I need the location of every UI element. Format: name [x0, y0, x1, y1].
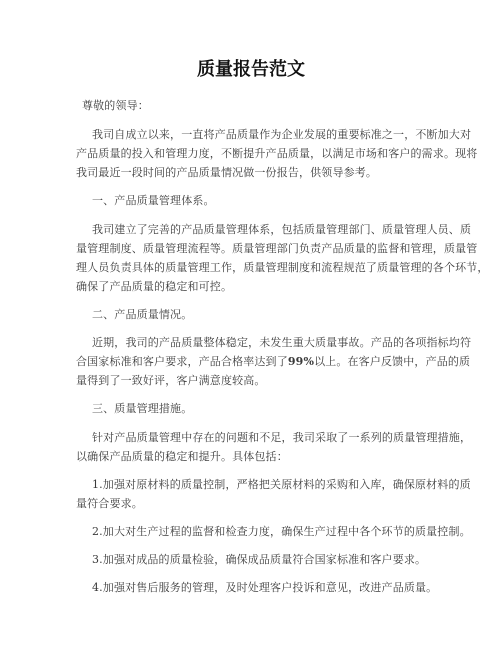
- section-heading: 三、质量管理措施。: [92, 402, 193, 415]
- list-item-continuation: 量符合要求。: [76, 497, 143, 510]
- section-2-line: 量得到了一致好评，客户满意度较高。: [76, 374, 266, 387]
- section-2-line: [76, 355, 470, 369]
- section-heading: 二、产品质量情况。: [92, 308, 193, 321]
- list-item: 2.加大对生产过程的监督和检查力度，确保生产过程中各个环节的质量控制。: [92, 525, 471, 538]
- pass-rate-value: 99%: [287, 355, 315, 368]
- intro-line: 产品质量的投入和管理力度，不断提升产品质量，以满足市场和客户的需求。现将: [76, 147, 478, 160]
- section-2-line: 近期，我司的产品质量整体稳定，未发生重大质量事故。产品的各项指标均符: [92, 336, 472, 349]
- section-3-line: 针对产品质量管理中存在的问题和不足，我司采取了一系列的质量管理措施，: [92, 431, 472, 444]
- section-1-line: 理人员负责具体的质量管理工作，质量管理制度和流程规范了质量管理的各个环节，: [76, 261, 489, 274]
- section-heading: 一、产品质量管理体系。: [92, 194, 215, 207]
- section-1-line: 我司建立了完善的产品质量管理体系，包括质量管理部门、质量管理人员、质: [92, 223, 472, 236]
- section-1-line: 量管理制度、质量管理流程等。质量管理部门负责产品质量的监督和管理，质量管: [76, 242, 478, 255]
- intro-line: 我司自成立以来，一直将产品质量作为企业发展的重要标准之一，不断加大对: [92, 128, 472, 141]
- intro-line: 我司最近一段时间的产品质量情况做一份报告，供领导参考。: [76, 166, 378, 179]
- list-item: 3.加强对成品的质量检验，确保成品质量符合国家标准和客户要求。: [92, 553, 427, 566]
- page-title: 质量报告范文: [197, 59, 305, 80]
- list-item: 4.加强对售后服务的管理，及时处理客户投诉和意见，改进产品质量。: [92, 581, 438, 594]
- section-2-text: 合国家标准和客户要求，产品合格率达到了: [76, 355, 288, 368]
- greeting: 尊敬的领导：: [82, 99, 149, 112]
- section-3-line: 以确保产品质量的稳定和提升。具体包括：: [76, 450, 288, 463]
- section-1-line: 确保了产品质量的稳定和可控。: [76, 280, 233, 293]
- list-item: 1.加强对原材料的质量控制，严格把关原材料的采购和入库，确保原材料的质: [92, 478, 471, 491]
- section-2-text: 以上。在客户反馈中，产品的质: [314, 355, 471, 368]
